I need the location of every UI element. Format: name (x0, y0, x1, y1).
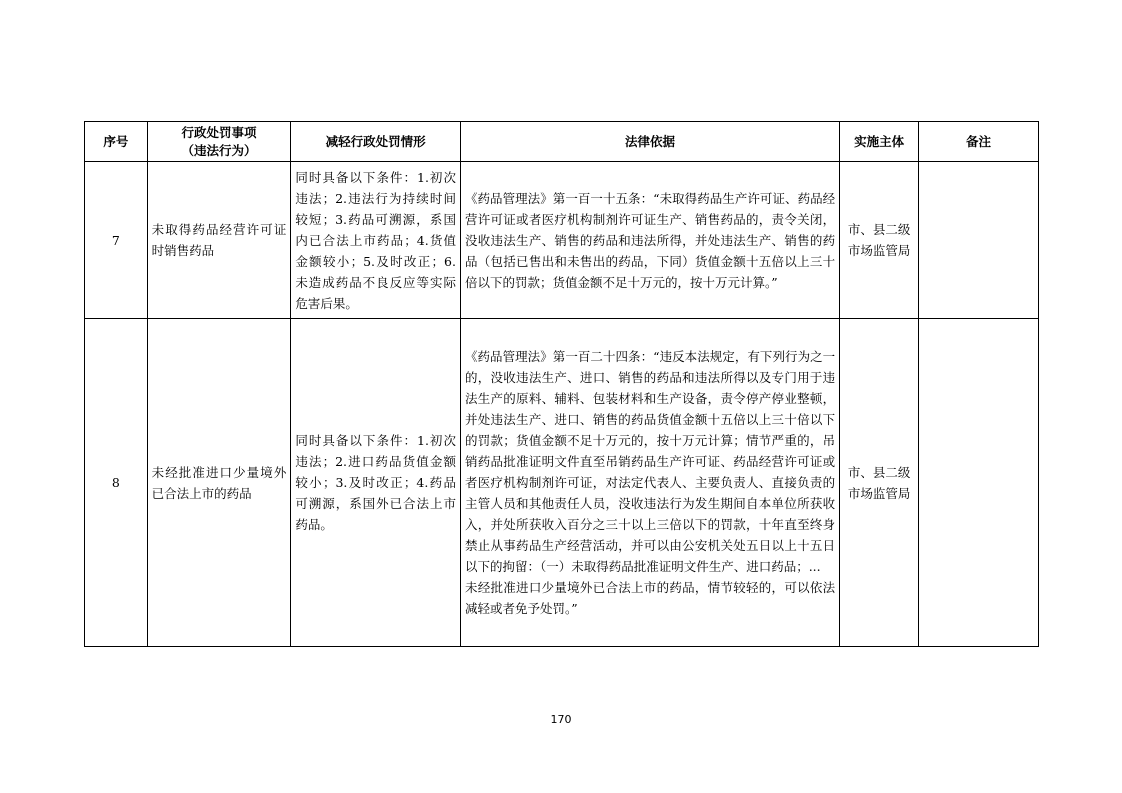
row-item: 未取得药品经营许可证时销售药品 (147, 162, 291, 319)
row-body: 市、县二级市场监管局 (840, 162, 919, 319)
header-note: 备注 (919, 122, 1039, 162)
header-law: 法律依据 (460, 122, 839, 162)
row-item: 未经批准进口少量境外已合法上市的药品 (147, 319, 291, 647)
row-reduce: 同时具备以下条件：1.初次违法；2.违法行为持续时间较短；3.药品可溯源，系国内已合法上市药品；4.货值金额较小；5.及时改正；6.未造成药品不良反应等实际危害后果。 (291, 162, 461, 319)
penalty-table (84, 121, 1039, 647)
row-note (919, 162, 1039, 319)
row-law-text: 《药品管理法》第一百二十四条：“违反本法规定，有下列行为之一的，没收违法生产、进口、销售的药品和违法所得以及专门用于违法生产的原料、辅料、包装材料和生产设备，责令停产停业整顿，并处违法生产、进口、销售的药品货值金额十五倍以上三十倍以下的罚款；货值金额不足十万元的，按十万元计算；情节严重的，吊销药品批准证明文件直至吊销药品生产许可证、药品经营许可证或者医疗机构制剂许可证，对法定代表人、主要负责人、直接负责的主管人员和其他责任人员，没收违法行为发生期间自本单位所获收入，并处所获收入百分之三十以上三倍以下的罚款，十年直至终身禁止从事药品生产经营活动，并可以由公安机关处五日以上十五日以下的拘留：（一）未取得药品批准证明文件生产、进口药品；... 未经批准进口少量境外已合法上市的药品，情节较轻的，可以依法减轻或者免予处罚。” (464, 349, 836, 616)
header-item-line2: （违法行为） (181, 142, 257, 158)
header-item-line1: 行政处罚事项 (181, 124, 257, 140)
header-no: 序号 (85, 122, 148, 162)
row-note (919, 319, 1039, 647)
header-reduce: 减轻行政处罚情形 (291, 122, 461, 162)
row-no: 7 (85, 162, 148, 319)
row-body: 市、县二级市场监管局 (840, 319, 919, 647)
row-law (460, 319, 839, 647)
penalty-table-container (84, 121, 1039, 647)
header-body: 实施主体 (840, 122, 919, 162)
table-header-row (85, 122, 1039, 162)
page-number: 170 (550, 713, 572, 726)
row-no: 8 (85, 319, 148, 647)
table-row (85, 162, 1039, 319)
table-row (85, 319, 1039, 647)
row-reduce: 同时具备以下条件：1.初次违法；2.进口药品货值金额较小；3.及时改正；4.药品可溯源，系国外已合法上市药品。 (291, 319, 461, 647)
row-law: 《药品管理法》第一百一十五条：“未取得药品生产许可证、药品经营许可证或者医疗机构制剂许可证生产、销售药品的，责令关闭，没收违法生产、销售的药品和违法所得，并处违法生产、销售的药品（包括已售出和未售出的药品，下同）货值金额十五倍以上三十倍以下的罚款；货值金额不足十万元的，按十万元计算。” (460, 162, 839, 319)
header-item (147, 122, 291, 162)
